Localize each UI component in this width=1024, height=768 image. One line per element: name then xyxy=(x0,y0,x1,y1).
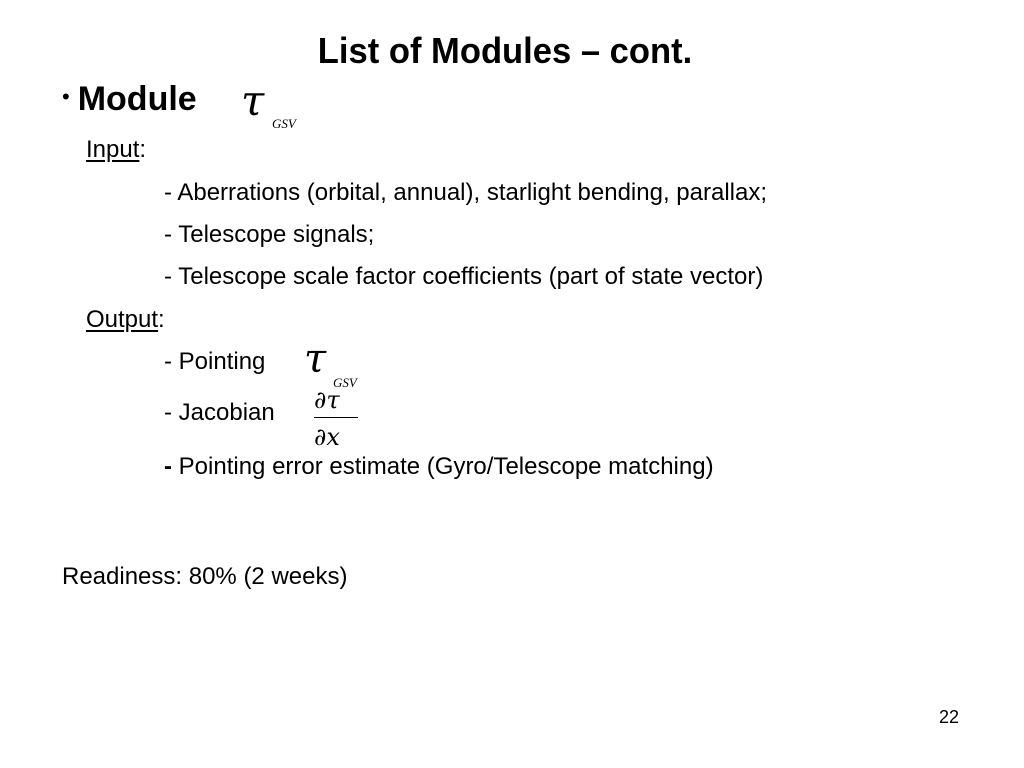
output-heading xyxy=(86,306,165,334)
page-number: 22 xyxy=(939,707,960,727)
input-item-scale-factor: - Telescope scale factor coefficients (part of state vector) xyxy=(164,263,764,290)
module-heading xyxy=(62,80,197,119)
input-colon: : xyxy=(139,136,147,163)
input-label: Input xyxy=(86,136,140,163)
module-label: Module xyxy=(77,80,197,118)
jacobian-fraction-bar xyxy=(314,417,358,418)
pointing-tau-symbol: τ xyxy=(304,336,327,382)
module-tau-subscript: GSV xyxy=(272,116,296,131)
input-item-aberrations: - Aberrations (orbital, annual), starlight bending, parallax; xyxy=(164,179,767,206)
bullet-icon: • xyxy=(62,84,70,109)
error-estimate-dash: - xyxy=(164,453,172,480)
input-item-telescope-signals: - Telescope signals; xyxy=(164,221,375,248)
slide-title: List of Modules – cont. xyxy=(317,30,693,71)
output-colon: : xyxy=(158,306,165,333)
input-heading xyxy=(86,136,146,164)
output-item-pointing: - Pointing xyxy=(164,348,266,375)
output-item-error-estimate xyxy=(164,453,714,481)
pointing-tau-subscript: GSV xyxy=(333,375,357,390)
module-tau-symbol: τ xyxy=(241,76,265,125)
jacobian-numerator: ∂τ xyxy=(314,386,340,414)
error-estimate-text: Pointing error estimate (Gyro/Telescope matching) xyxy=(172,453,714,480)
jacobian-denominator: ∂x xyxy=(314,423,340,451)
readiness-status: Readiness: 80% (2 weeks) xyxy=(62,563,348,590)
output-label: Output xyxy=(86,306,159,333)
output-item-jacobian: - Jacobian xyxy=(164,399,275,426)
